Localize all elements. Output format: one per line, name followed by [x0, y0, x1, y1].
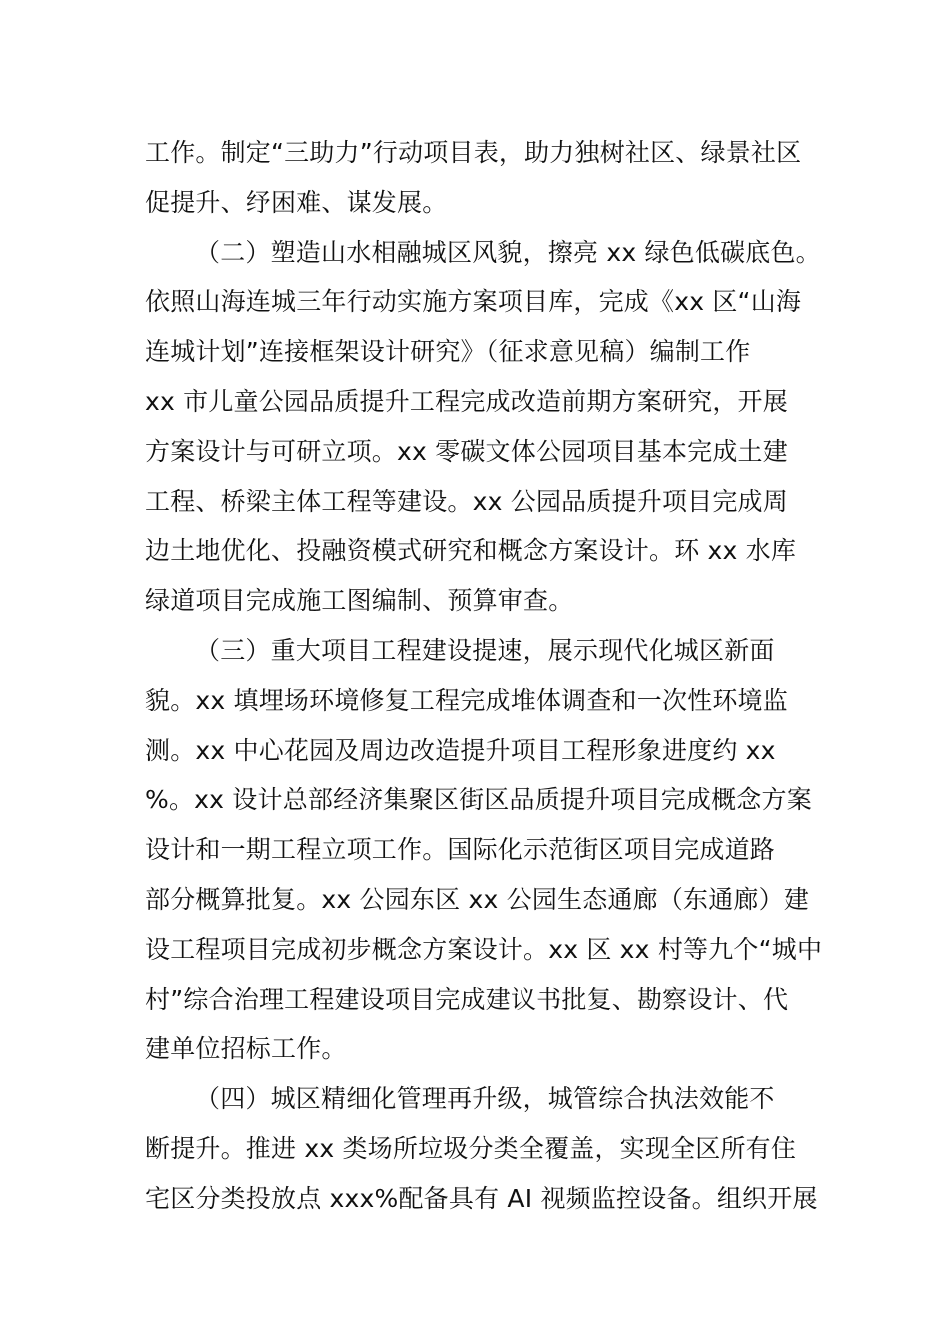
paragraph — [145, 626, 823, 1074]
text-line: 连城计划”连接框架设计研究》（征求意见稿）编制工作 — [145, 337, 751, 367]
text-line: 方案设计与可研立项。xx 零碳文体公园项目基本完成土建 — [145, 436, 788, 466]
text-line: 部分概算批复。xx 公园东区 xx 公园生态通廊（东通廊）建 — [145, 884, 810, 914]
text-line: （四）城区精细化管理再升级，城管综合执法效能不 — [195, 1084, 775, 1114]
text-line: 促提升、纾困难、谋发展。 — [145, 187, 448, 217]
text-line: 测。xx 中心花园及周边改造提升项目工程形象进度约 xx — [145, 735, 776, 765]
text-line: 边土地优化、投融资模式研究和概念方案设计。环 xx 水库 — [145, 536, 797, 566]
text-line: 工程、桥梁主体工程等建设。xx 公园品质提升项目完成周 — [145, 486, 788, 516]
text-line: （三）重大项目工程建设提速，展示现代化城区新面 — [195, 635, 775, 665]
text-line: 依照山海连城三年行动实施方案项目库，完成《xx 区“山海 — [145, 287, 802, 317]
paragraph — [145, 228, 821, 626]
text-line: 工作。制定“三助力”行动项目表，助力独树社区、绿景社区 — [145, 138, 802, 167]
paragraph — [145, 1074, 818, 1223]
text-line: 设计和一期工程立项工作。国际化示范街区项目完成道路 — [145, 835, 776, 865]
text-line: 建单位招标工作。 — [145, 1034, 347, 1064]
text-line: 绿道项目完成施工图编制、预算审查。 — [145, 586, 574, 616]
text-line: （二）塑造山水相融城区风貌，擦亮 xx 绿色低碳底色。 — [195, 237, 821, 267]
paragraph — [145, 128, 815, 228]
text-line: %。xx 设计总部经济集聚区街区品质提升项目完成概念方案 — [145, 785, 812, 815]
text-line: 村”综合治理工程建设项目完成建议书批复、勘察设计、代 — [145, 984, 789, 1014]
text-line: 宅区分类投放点 xxx%配备具有 AI 视频监控设备。组织开展 — [145, 1183, 818, 1213]
document-page — [145, 128, 823, 1224]
text-line: 貌。xx 填埋场环境修复工程完成堆体调查和一次性环境监 — [145, 685, 788, 715]
text-line: xx 市儿童公园品质提升工程完成改造前期方案研究，开展 — [145, 386, 788, 416]
text-line: 设工程项目完成初步概念方案设计。xx 区 xx 村等九个“城中 — [145, 934, 823, 964]
text-line: 断提升。推进 xx 类场所垃圾分类全覆盖，实现全区所有住 — [145, 1133, 797, 1163]
